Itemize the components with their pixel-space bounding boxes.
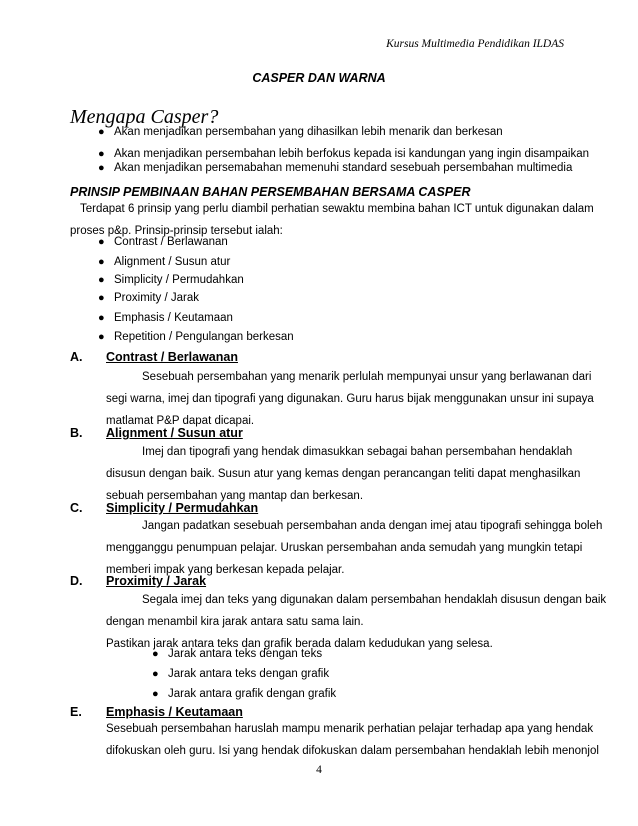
section-d-paragraph: Segala imej dan teks yang digunakan dalam persembahan hendaklah disusun dengan baik dengan menambil kira jarak antara satu sama lain. Pastikan jarak antara teks dan grafik berada dalam kedudukan yang selesa. (106, 594, 607, 650)
page-number: 4 (316, 764, 322, 776)
principle-heading: PRINSIP PEMBINAAN BAHAN PERSEMBAHAN BERSAMA CASPER (70, 185, 471, 199)
principle-item: ● Emphasis / Keutamaan (98, 312, 233, 324)
section-c-paragraph: Jangan padatkan sesebuah persembahan anda dengan imej atau tipografi sehingga boleh mengganggu penumpuan pelajar. Uruskan persembahan anda semudah yang mungkin tetapi memberi impak yang berkesan kepada pelajar. (106, 520, 603, 576)
section-d-letter: D. (70, 574, 83, 588)
intro-paragraph: Terdapat 6 prinsip yang perlu diambil perhatian sewaktu membina bahan ICT untuk digunakan dalam proses p&p. Prinsip-prinsip tersebut ialah: (70, 203, 594, 237)
proximity-bullet: ● Jarak antara teks dengan teks (152, 648, 323, 660)
principle-item: ● Proximity / Jarak (98, 292, 199, 304)
section-a-paragraph: Sesebuah persembahan yang menarik perlulah mempunyai unsur yang berlawanan dari segi warna, imej dan tipografi yang digunakan. Guru harus bijak menggunakan unsur ini supaya matlamat P&P dapat dicapai. (106, 371, 594, 427)
why-bullet: ● Akan menjadikan persembahan lebih berfokus kepada isi kandungan yang ingin disampaikan (98, 148, 590, 160)
bullet-icon: ● (98, 331, 105, 343)
section-a-title: Contrast / Berlawanan (106, 350, 238, 364)
bullet-icon: ● (98, 312, 105, 324)
section-c-title: Simplicity / Permudahkan (106, 501, 259, 515)
principle-item: ● Alignment / Susun atur (98, 256, 231, 268)
bullet-icon: ● (152, 648, 159, 660)
bullet-icon: ● (98, 292, 105, 304)
section-e-title: Emphasis / Keutamaan (106, 705, 243, 719)
principle-item: ● Contrast / Berlawanan (98, 236, 228, 248)
bullet-icon: ● (152, 688, 159, 700)
bullet-icon: ● (98, 274, 105, 286)
section-e-paragraph: Sesebuah persembahan haruslah mampu menarik perhatian pelajar terhadap apa yang hendak difokuskan oleh guru. Isi yang hendak difokuskan dalam persembahan hendaklah lebih menonjol (106, 723, 599, 757)
proximity-bullet: ● Jarak antara teks dengan grafik (152, 668, 330, 680)
bullet-icon: ● (98, 236, 105, 248)
section-b-letter: B. (70, 426, 83, 440)
section-c-letter: C. (70, 501, 83, 515)
bullet-icon: ● (98, 162, 105, 174)
why-casper-heading: Mengapa Casper? (70, 106, 219, 128)
why-bullet: ● Akan menjadikan persembahan yang dihasilkan lebih menarik dan berkesan (98, 126, 503, 138)
principle-item: ● Repetition / Pengulangan berkesan (98, 331, 294, 343)
proximity-bullet: ● Jarak antara grafik dengan grafik (152, 688, 337, 700)
why-bullet: ● Akan menjadikan persemabahan memenuhi standard sesebuah persembahan multimedia (98, 162, 573, 174)
section-b-title: Alignment / Susun atur (106, 426, 243, 440)
bullet-icon: ● (152, 668, 159, 680)
bullet-icon: ● (98, 126, 105, 138)
running-header: Kursus Multimedia Pendidikan ILDAS (386, 38, 564, 50)
section-e-letter: E. (70, 705, 82, 719)
page-title: CASPER DAN WARNA (252, 71, 386, 85)
section-d-title: Proximity / Jarak (106, 574, 207, 588)
section-b-paragraph: Imej dan tipografi yang hendak dimasukkan sebagai bahan persembahan hendaklah disusun dengan baik. Susun atur yang kemas dengan perancangan teliti dapat menghasilkan sebuah persembahan yang mantap dan berkesan. (106, 446, 581, 502)
principle-item: ● Simplicity / Permudahkan (98, 274, 244, 286)
bullet-icon: ● (98, 256, 105, 268)
section-a-letter: A. (70, 350, 83, 364)
bullet-icon: ● (98, 148, 105, 160)
